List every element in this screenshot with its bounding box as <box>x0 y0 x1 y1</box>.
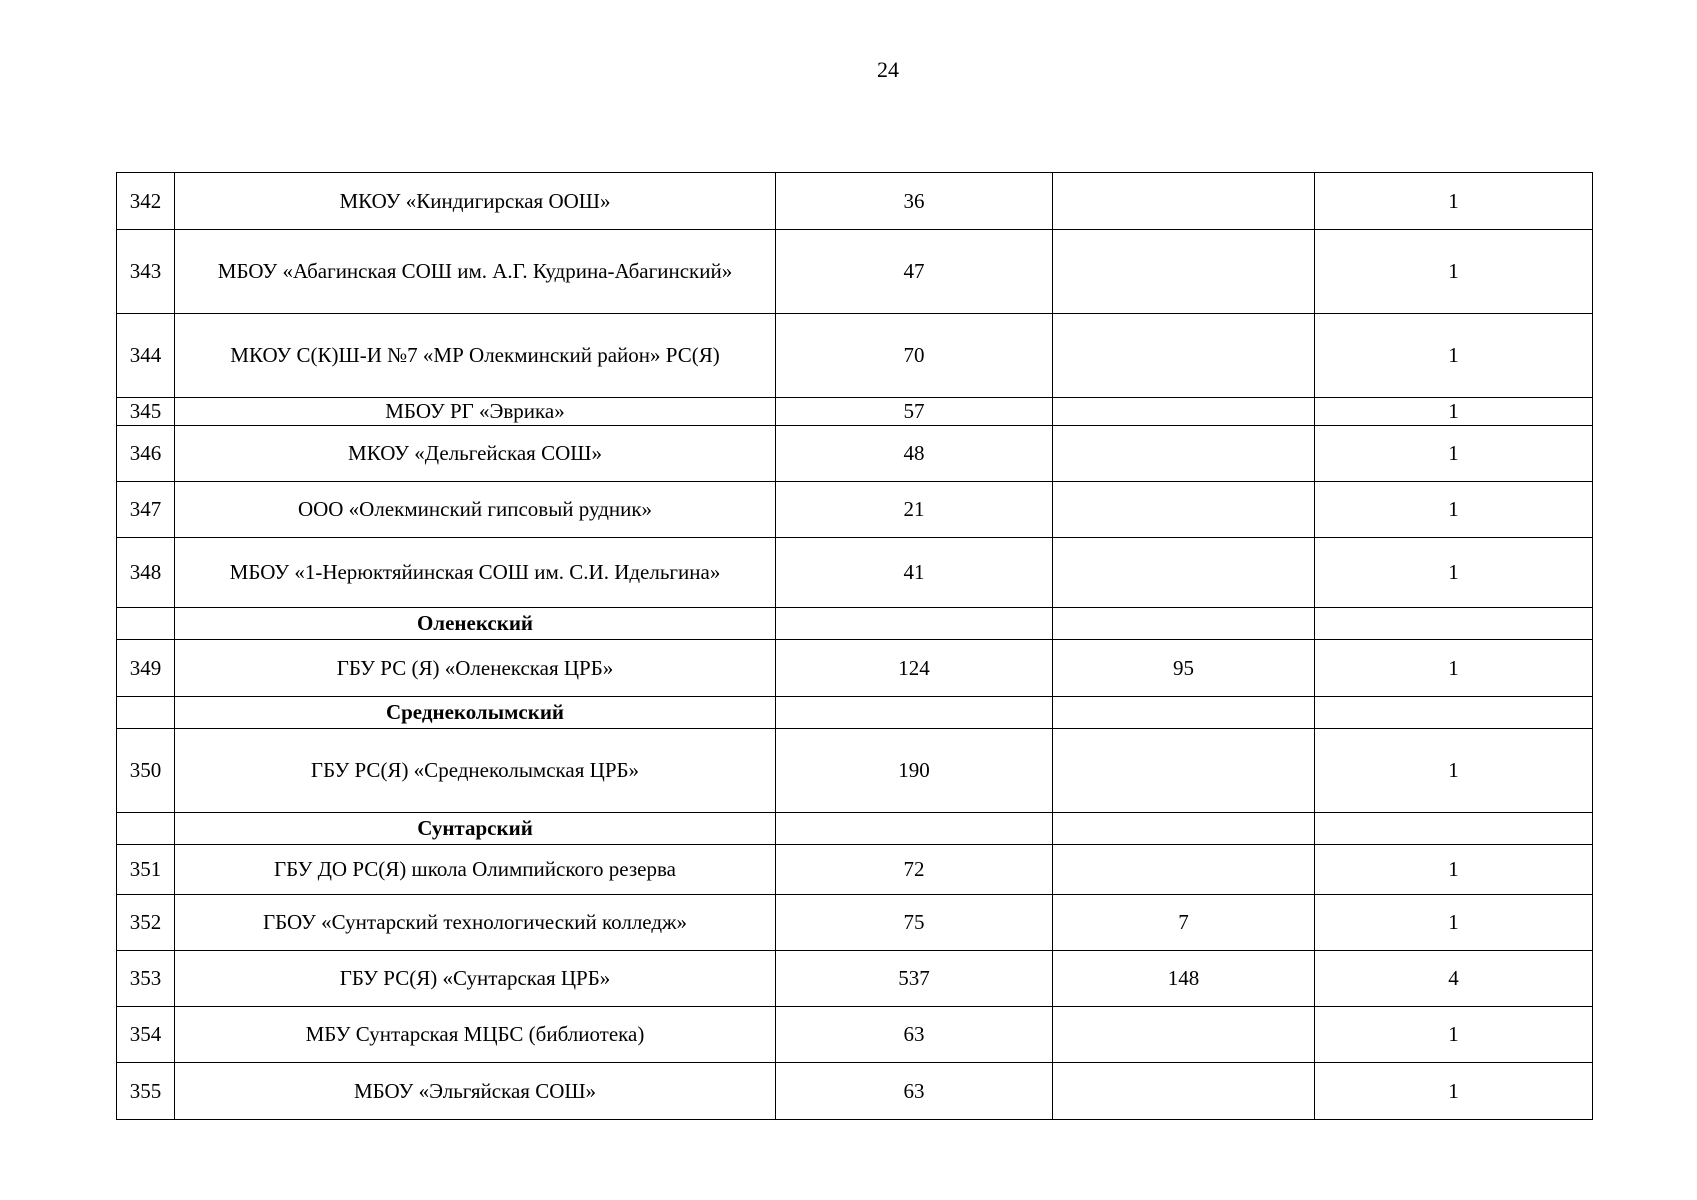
column-4-value <box>1053 173 1315 230</box>
column-5-value: 1 <box>1315 895 1593 951</box>
organization-name: ГБУ РС (Я) «Оленекская ЦРБ» <box>175 640 776 697</box>
column-5-value: 1 <box>1315 482 1593 538</box>
column-5-value: 1 <box>1315 230 1593 314</box>
column-4-value <box>1053 538 1315 608</box>
section-title: Сунтарский <box>175 813 776 845</box>
column-4-value <box>1053 314 1315 398</box>
data-table <box>116 172 1593 1120</box>
column-5-value: 1 <box>1315 538 1593 608</box>
table-body <box>117 173 1593 1120</box>
column-3-value: 63 <box>776 1063 1053 1120</box>
row-number: 348 <box>117 538 175 608</box>
column-5-value: 4 <box>1315 951 1593 1007</box>
table-row <box>117 538 1593 608</box>
organization-name: МБОУ РГ «Эврика» <box>175 398 776 426</box>
column-3-value: 190 <box>776 729 1053 813</box>
column-3-value: 72 <box>776 845 1053 895</box>
column-4-value <box>1053 1063 1315 1120</box>
organization-name: МКОУ С(К)Ш-И №7 «МР Олекминский район» РС(Я) <box>175 314 776 398</box>
section-title: Среднеколымский <box>175 697 776 729</box>
column-5-value: 1 <box>1315 845 1593 895</box>
column-3-value: 57 <box>776 398 1053 426</box>
empty-cell <box>776 813 1053 845</box>
row-number: 347 <box>117 482 175 538</box>
table-row <box>117 1063 1593 1120</box>
column-5-value: 1 <box>1315 1007 1593 1063</box>
column-5-value: 1 <box>1315 729 1593 813</box>
table-row <box>117 482 1593 538</box>
organization-name: ГБОУ «Сунтарский технологический колледж» <box>175 895 776 951</box>
table-row <box>117 729 1593 813</box>
row-number: 344 <box>117 314 175 398</box>
table-row <box>117 1007 1593 1063</box>
column-3-value: 124 <box>776 640 1053 697</box>
row-number: 351 <box>117 845 175 895</box>
section-row <box>117 608 1593 640</box>
row-number: 343 <box>117 230 175 314</box>
column-4-value <box>1053 729 1315 813</box>
table-row <box>117 230 1593 314</box>
organization-name: ГБУ РС(Я) «Сунтарская ЦРБ» <box>175 951 776 1007</box>
column-3-value: 21 <box>776 482 1053 538</box>
column-5-value: 1 <box>1315 1063 1593 1120</box>
organization-name: ООО «Олекминский гипсовый рудник» <box>175 482 776 538</box>
row-number: 354 <box>117 1007 175 1063</box>
empty-cell <box>1053 697 1315 729</box>
organization-name: МБОУ «Эльгяйская СОШ» <box>175 1063 776 1120</box>
column-4-value: 148 <box>1053 951 1315 1007</box>
row-number-cell <box>117 608 175 640</box>
column-3-value: 70 <box>776 314 1053 398</box>
row-number: 353 <box>117 951 175 1007</box>
column-3-value: 48 <box>776 426 1053 482</box>
empty-cell <box>1315 608 1593 640</box>
organization-name: МБОУ «Абагинская СОШ им. А.Г. Кудрина-Абагинский» <box>175 230 776 314</box>
column-3-value: 36 <box>776 173 1053 230</box>
column-5-value: 1 <box>1315 314 1593 398</box>
empty-cell <box>1053 608 1315 640</box>
column-5-value: 1 <box>1315 426 1593 482</box>
row-number-cell <box>117 697 175 729</box>
organization-name: МКОУ «Дельгейская СОШ» <box>175 426 776 482</box>
row-number: 345 <box>117 398 175 426</box>
organization-name: МКОУ «Киндигирская ООШ» <box>175 173 776 230</box>
column-4-value <box>1053 230 1315 314</box>
column-4-value <box>1053 1007 1315 1063</box>
column-3-value: 47 <box>776 230 1053 314</box>
table-row <box>117 845 1593 895</box>
table-row <box>117 640 1593 697</box>
organization-name: МБОУ «1-Нерюктяйинская СОШ им. С.И. Идельгина» <box>175 538 776 608</box>
column-5-value: 1 <box>1315 173 1593 230</box>
table-row <box>117 951 1593 1007</box>
column-3-value: 63 <box>776 1007 1053 1063</box>
row-number: 350 <box>117 729 175 813</box>
column-5-value: 1 <box>1315 398 1593 426</box>
row-number: 352 <box>117 895 175 951</box>
organization-name: ГБУ РС(Я) «Среднеколымская ЦРБ» <box>175 729 776 813</box>
empty-cell <box>776 608 1053 640</box>
row-number: 355 <box>117 1063 175 1120</box>
table-row <box>117 314 1593 398</box>
empty-cell <box>1315 697 1593 729</box>
column-5-value: 1 <box>1315 640 1593 697</box>
column-4-value: 7 <box>1053 895 1315 951</box>
column-4-value <box>1053 426 1315 482</box>
column-4-value <box>1053 398 1315 426</box>
organization-name: МБУ Сунтарская МЦБС (библиотека) <box>175 1007 776 1063</box>
column-4-value <box>1053 482 1315 538</box>
table-row <box>117 895 1593 951</box>
organization-name: ГБУ ДО РС(Я) школа Олимпийского резерва <box>175 845 776 895</box>
row-number: 346 <box>117 426 175 482</box>
table-row <box>117 173 1593 230</box>
empty-cell <box>1315 813 1593 845</box>
row-number: 349 <box>117 640 175 697</box>
table-row <box>117 398 1593 426</box>
section-row <box>117 697 1593 729</box>
column-3-value: 41 <box>776 538 1053 608</box>
row-number-cell <box>117 813 175 845</box>
column-4-value <box>1053 845 1315 895</box>
page-number: 24 <box>877 57 899 82</box>
empty-cell <box>1053 813 1315 845</box>
empty-cell <box>776 697 1053 729</box>
section-title: Оленекский <box>175 608 776 640</box>
table-row <box>117 426 1593 482</box>
column-3-value: 537 <box>776 951 1053 1007</box>
section-row <box>117 813 1593 845</box>
column-4-value: 95 <box>1053 640 1315 697</box>
row-number: 342 <box>117 173 175 230</box>
column-3-value: 75 <box>776 895 1053 951</box>
